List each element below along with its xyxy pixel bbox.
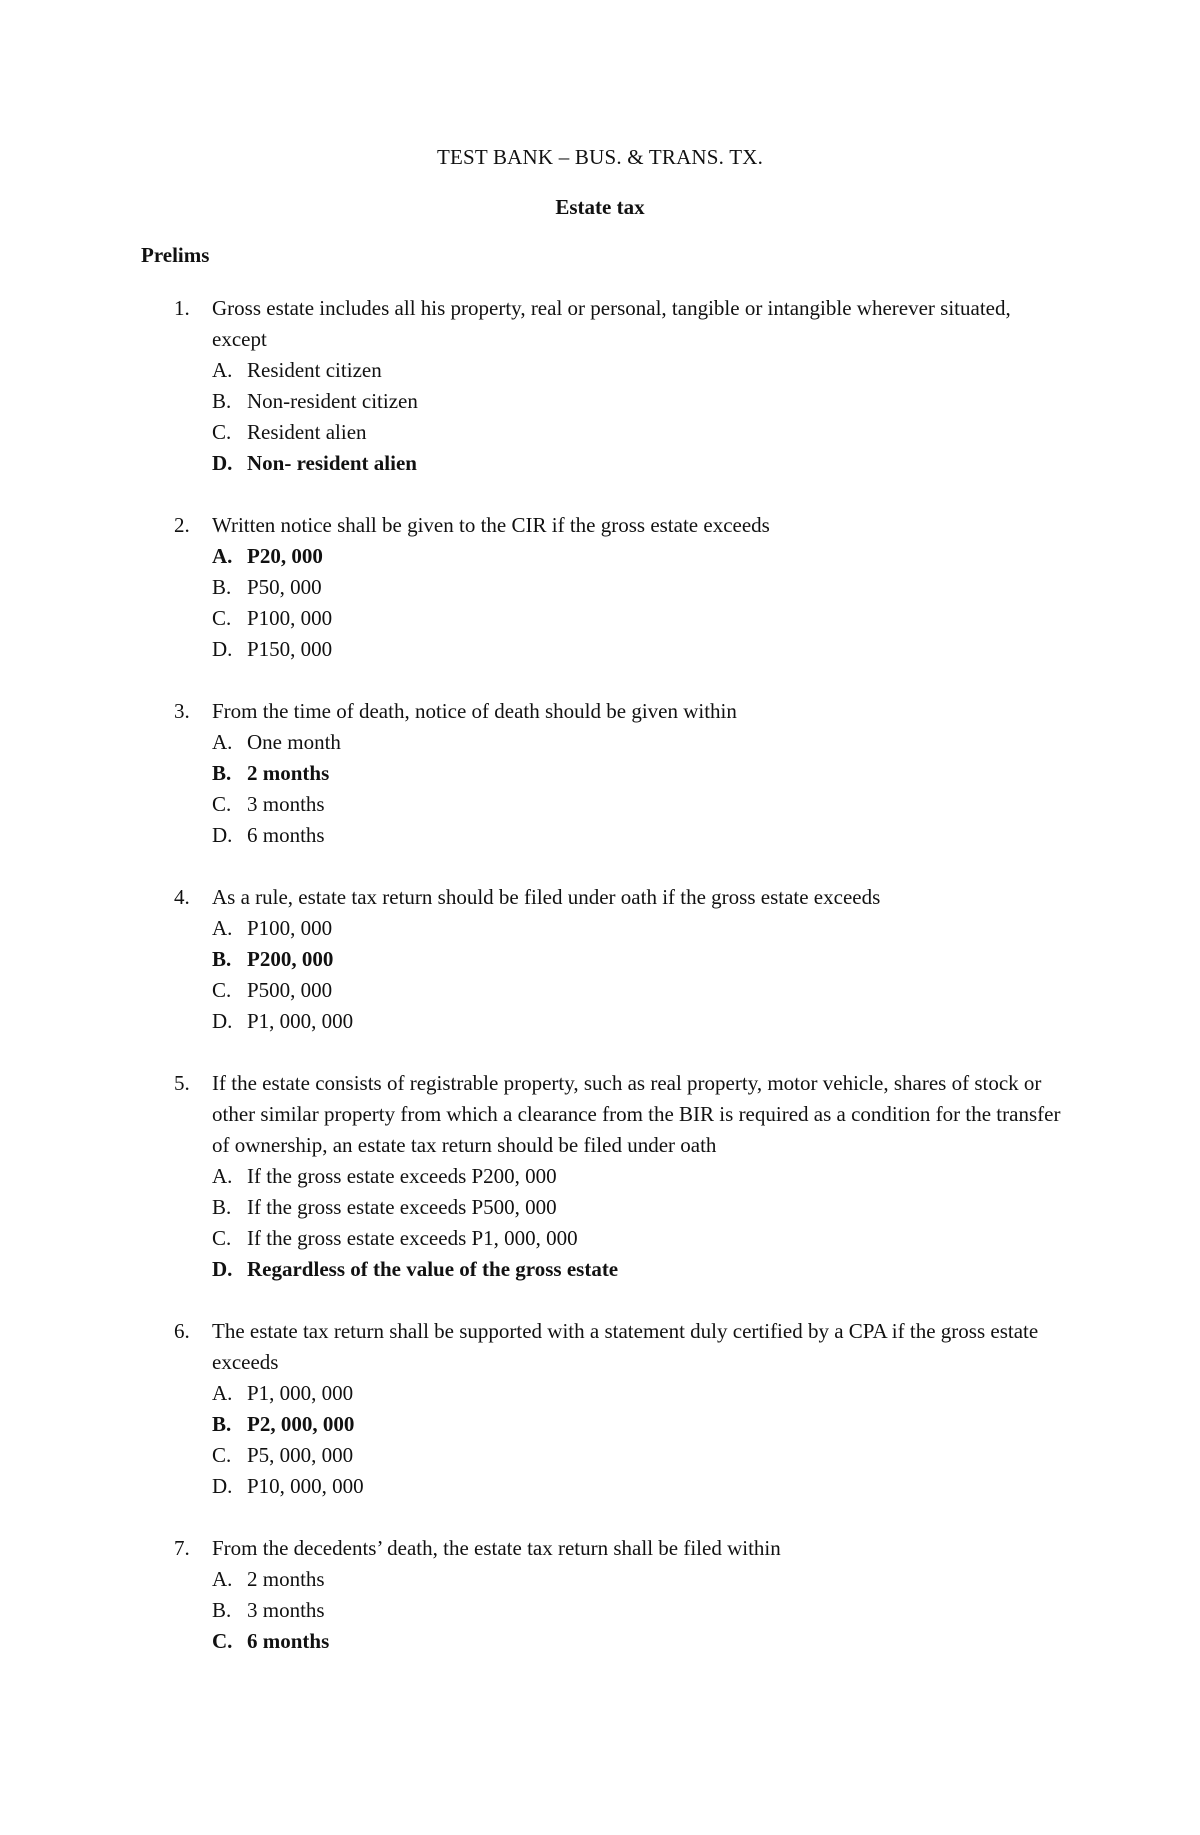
option-letter: B. — [212, 1195, 232, 1219]
answer-option — [0, 789, 1200, 820]
answer-option-correct — [0, 944, 1200, 975]
answer-option — [0, 1192, 1200, 1223]
question-item — [0, 1316, 1200, 1502]
option-letter: D. — [212, 1257, 233, 1281]
section-heading: Prelims — [141, 243, 210, 267]
answer-option-correct — [0, 758, 1200, 789]
option-letter: B. — [212, 761, 232, 785]
answer-option-correct — [0, 1626, 1200, 1657]
option-text: 3 months — [247, 792, 325, 816]
answer-option — [0, 1006, 1200, 1037]
answer-option — [0, 1161, 1200, 1192]
document-subtitle: Estate tax — [555, 195, 645, 219]
option-letter: A. — [212, 1164, 233, 1188]
answer-option — [0, 417, 1200, 448]
question-item — [0, 293, 1200, 479]
option-letter: A. — [212, 1567, 233, 1591]
option-text: Regardless of the value of the gross estate — [247, 1257, 619, 1281]
option-letter: A. — [212, 544, 233, 568]
question-text: As a rule, estate tax return should be filed under oath if the gross estate exceeds — [212, 885, 881, 909]
option-letter: A. — [212, 916, 233, 940]
option-letter: D. — [212, 1009, 233, 1033]
question-text: From the decedents’ death, the estate tax return shall be filed within — [212, 1536, 781, 1560]
option-letter: D. — [212, 637, 233, 661]
option-text: P200, 000 — [247, 947, 334, 971]
document-title: TEST BANK – BUS. & TRANS. TX. — [436, 145, 764, 169]
question-number: 3. — [174, 699, 190, 723]
option-text: P1, 000, 000 — [247, 1009, 354, 1033]
option-letter: D. — [212, 451, 233, 475]
option-letter: C. — [212, 978, 232, 1002]
question-number: 2. — [174, 513, 190, 537]
option-letter: C. — [212, 1226, 232, 1250]
answer-option — [0, 975, 1200, 1006]
option-text: P2, 000, 000 — [247, 1412, 355, 1436]
question-number: 7. — [174, 1536, 190, 1560]
question-item — [0, 696, 1200, 851]
answer-option — [0, 820, 1200, 851]
option-letter: A. — [212, 1381, 233, 1405]
question-text: The estate tax return shall be supported with a statement duly certified by a CPA if the gross estate exceeds — [212, 1319, 1039, 1374]
answer-option — [0, 572, 1200, 603]
option-letter: C. — [212, 420, 232, 444]
question-text: Written notice shall be given to the CIR if the gross estate exceeds — [212, 513, 770, 537]
answer-option — [0, 1595, 1200, 1626]
answer-option — [0, 634, 1200, 665]
question-item — [0, 1533, 1200, 1657]
option-text: Non-resident citizen — [247, 389, 418, 413]
question-number: 5. — [174, 1071, 190, 1095]
option-text: P5, 000, 000 — [247, 1443, 354, 1467]
answer-option — [0, 386, 1200, 417]
option-letter: C. — [212, 1629, 233, 1653]
option-text: One month — [247, 730, 341, 754]
option-text: Non- resident alien — [247, 451, 417, 475]
question-list — [0, 293, 1200, 1688]
option-letter: C. — [212, 606, 232, 630]
option-letter: B. — [212, 1412, 232, 1436]
question-item — [0, 510, 1200, 665]
answer-option — [0, 727, 1200, 758]
option-text: If the gross estate exceeds P1, 000, 000 — [247, 1226, 578, 1250]
option-letter: B. — [212, 389, 232, 413]
answer-option — [0, 1378, 1200, 1409]
question-text: From the time of death, notice of death should be given within — [212, 699, 737, 723]
option-text: 3 months — [247, 1598, 325, 1622]
option-text: 6 months — [247, 1629, 330, 1653]
answer-option — [0, 603, 1200, 634]
question-item — [0, 882, 1200, 1037]
question-item — [0, 1068, 1200, 1285]
answer-option-correct — [0, 448, 1200, 479]
question-text: Gross estate includes all his property, real or personal, tangible or intangible wherever situated, except — [212, 296, 1011, 351]
option-letter: B. — [212, 575, 232, 599]
option-text: Resident alien — [247, 420, 367, 444]
option-text: P100, 000 — [247, 606, 333, 630]
answer-option — [0, 355, 1200, 386]
answer-option-correct — [0, 1254, 1200, 1285]
option-text: If the gross estate exceeds P500, 000 — [247, 1195, 557, 1219]
option-letter: B. — [212, 947, 232, 971]
question-number: 6. — [174, 1319, 190, 1343]
answer-option-correct — [0, 1409, 1200, 1440]
option-text: 6 months — [247, 823, 325, 847]
option-text: P150, 000 — [247, 637, 333, 661]
answer-option — [0, 1564, 1200, 1595]
option-text: P500, 000 — [247, 978, 333, 1002]
option-text: If the gross estate exceeds P200, 000 — [247, 1164, 557, 1188]
option-letter: A. — [212, 358, 233, 382]
option-letter: B. — [212, 1598, 232, 1622]
option-text: Resident citizen — [247, 358, 382, 382]
answer-option — [0, 1471, 1200, 1502]
option-text: P50, 000 — [247, 575, 322, 599]
answer-option — [0, 1440, 1200, 1471]
option-text: P20, 000 — [247, 544, 323, 568]
option-letter: C. — [212, 792, 232, 816]
answer-option — [0, 1223, 1200, 1254]
question-text: If the estate consists of registrable property, such as real property, motor vehicle, shares of stock or other similar property from which a clearance from the BIR is required as a condition for the transfer of ownership, an estate tax return should be filed under oath — [212, 1071, 1061, 1157]
option-text: P1, 000, 000 — [247, 1381, 354, 1405]
option-letter: C. — [212, 1443, 232, 1467]
answer-option — [0, 913, 1200, 944]
question-number: 4. — [174, 885, 190, 909]
option-text: P100, 000 — [247, 916, 333, 940]
option-letter: D. — [212, 1474, 233, 1498]
option-letter: A. — [212, 730, 233, 754]
question-number: 1. — [174, 296, 190, 320]
option-letter: D. — [212, 823, 233, 847]
option-text: 2 months — [247, 761, 330, 785]
answer-option-correct — [0, 541, 1200, 572]
option-text: P10, 000, 000 — [247, 1474, 364, 1498]
option-text: 2 months — [247, 1567, 325, 1591]
